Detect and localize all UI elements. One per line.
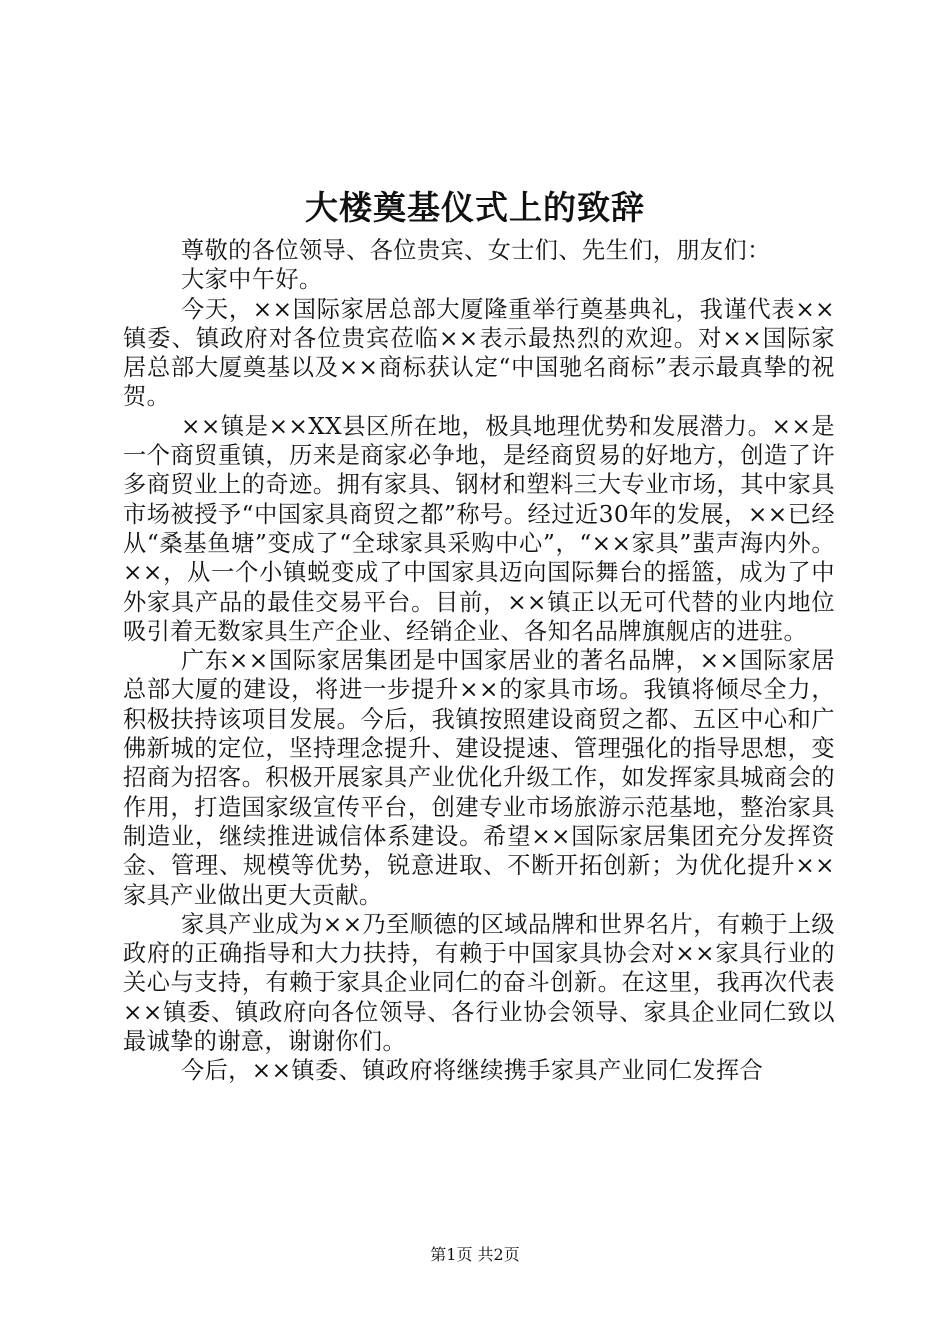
document-body: [123, 236, 835, 1086]
paragraph: 家具产业成为××乃至顺德的区域品牌和世界名片，有赖于上级政府的正确指导和大力扶持，有赖于中国家具协会对××家具行业的关心与支持，有赖于家具企业同仁的奋斗创新。在这里，我再次代表××镇委、镇政府向各位领导、各行业协会领导、家具企业同仁致以最诚挚的谢意，谢谢你们。: [123, 910, 835, 1056]
page-number: 第1页 共2页: [430, 1245, 520, 1264]
document-title: 大楼奠基仪式上的致辞: [305, 188, 645, 227]
paragraph: ××镇是××XX县区所在地，极具地理优势和发展潜力。××是一个商贸重镇，历来是商家必争地，是经商贸易的好地方，创造了许多商贸业上的奇迹。拥有家具、钢材和塑料三大专业市场，其中家具市场被授予“中国家具商贸之都”称号。经过近30年的发展，××已经从“桑基鱼塘”变成了“全球家具采购中心”，“××家具”蜚声海内外。××，从一个小镇蜕变成了中国家具迈向国际舞台的摇篮，成为了中外家具产品的最佳交易平台。目前，××镇正以无可代替的业内地位吸引着无数家具生产企业、经销企业、各知名品牌旗舰店的进驻。: [123, 412, 835, 645]
paragraph: 广东××国际家居集团是中国家居业的著名品牌，××国际家居总部大厦的建设，将进一步提升××的家具市场。我镇将倾尽全力，积极扶持该项目发展。今后，我镇按照建设商贸之都、五区中心和广佛新城的定位，坚持理念提升、建设提速、管理强化的指导思想，变招商为招客。积极开展家具产业优化升级工作，如发挥家具城商会的作用，打造国家级宣传平台，创建专业市场旅游示范基地，整治家具制造业，继续推进诚信体系建设。希望××国际家居集团充分发挥资金、管理、规模等优势，锐意进取、不断开拓创新；为优化提升××家具产业做出更大贡献。: [123, 647, 835, 909]
paragraph: 今天，××国际家居总部大厦隆重举行奠基典礼，我谨代表××镇委、镇政府对各位贵宾莅临××表示最热烈的欢迎。对××国际家居总部大厦奠基以及××商标获认定“中国驰名商标”表示最真挚的祝贺。: [123, 295, 835, 411]
paragraph-salutation: 尊敬的各位领导、各位贵宾、女士们、先生们，朋友们：: [181, 237, 771, 264]
paragraph-greeting: 大家中午好。: [181, 266, 323, 294]
paragraph: 今后，××镇委、镇政府将继续携手家具产业同仁发挥合: [181, 1057, 764, 1085]
